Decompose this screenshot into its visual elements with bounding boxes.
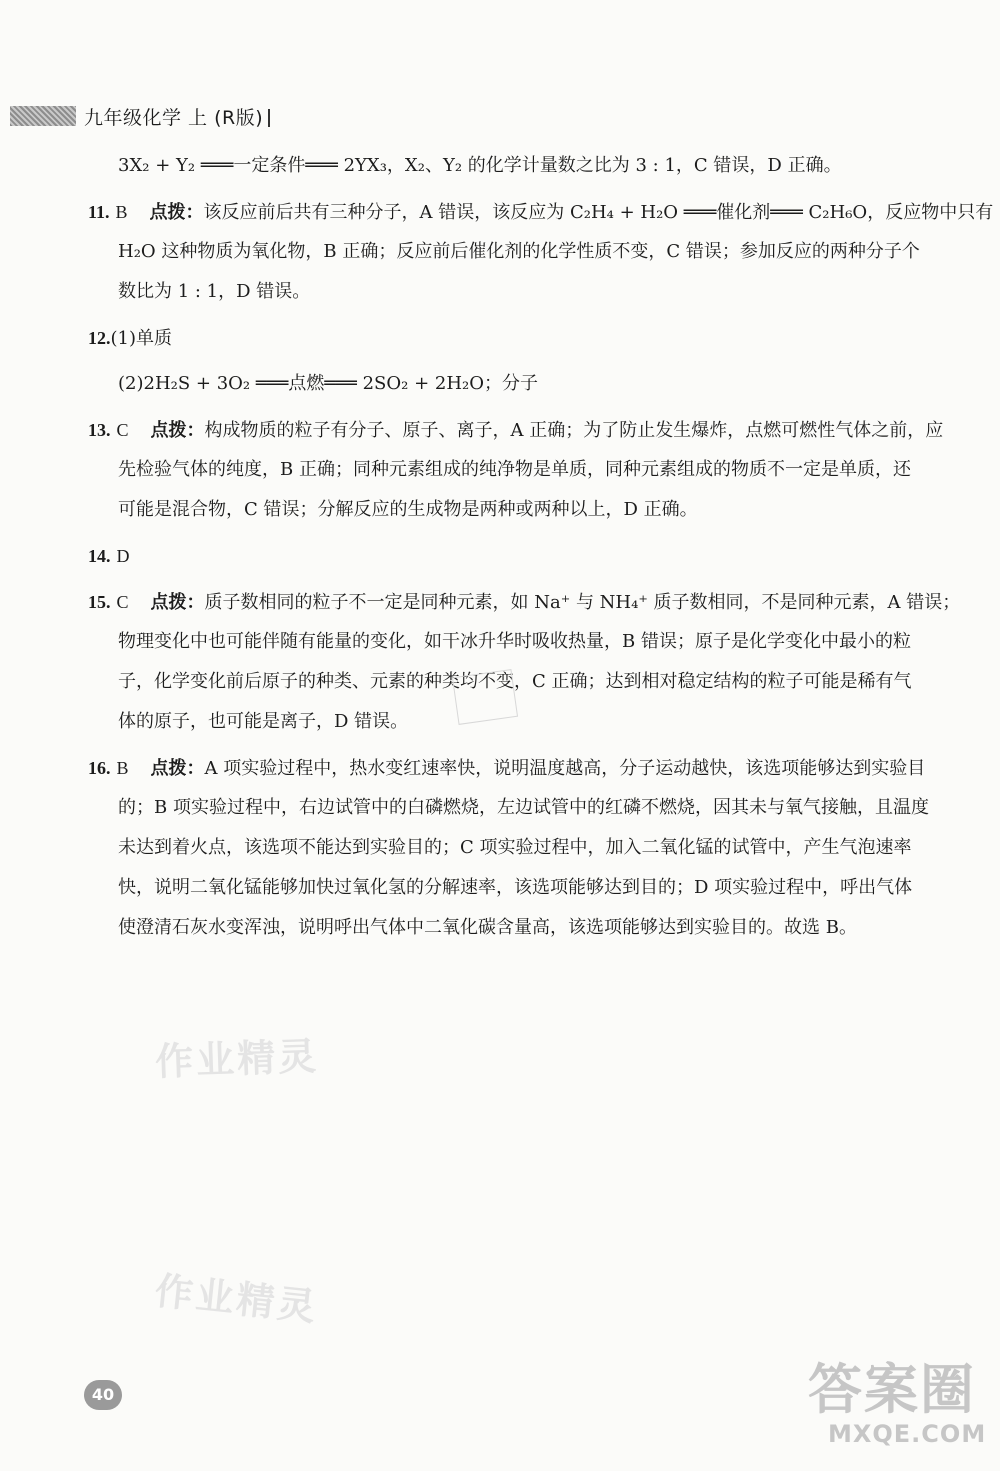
answer-line: 的；B 项实验过程中，右边试管中的白磷燃烧，左边试管中的红磷不燃烧，因其未与氧气接触，且温度 xyxy=(118,797,929,818)
answer-choice: B xyxy=(116,758,129,778)
answer-choice: D xyxy=(116,546,130,566)
answer-line: 体的原子，也可能是离子，D 错误。 xyxy=(118,711,409,732)
answer-line: 物理变化中也可能伴随有能量的变化，如干冰升华时吸收热量，B 错误；原子是化学变化中最小的粒 xyxy=(118,631,911,652)
explanation-text: 该反应前后共有三种分子，A 错误，该反应为 C₂H₄ + H₂O ═══催化剂═══ C₂H₆O，反应物中只有 xyxy=(203,202,994,223)
answer-item-15 xyxy=(88,582,961,622)
site-logo xyxy=(808,1360,988,1460)
answer-content xyxy=(88,146,994,948)
answer-item-11 xyxy=(88,192,994,232)
header-decoration-bar xyxy=(10,106,76,126)
answer-line: H₂O 这种物质为氧化物，B 正确；反应前后催化剂的化学性质不变，C 错误；参加反应的两种分子个 xyxy=(118,241,920,262)
explanation-text: (1)单质 xyxy=(110,328,172,349)
answer-choice: C xyxy=(116,592,129,612)
question-number: 14. xyxy=(88,546,111,566)
header-title: 九年级化学 上 (R版) xyxy=(84,103,270,130)
explanation-text: 构成物质的粒子有分子、原子、离子，A 正确；为了防止发生爆炸，点燃可燃性气体之前，应 xyxy=(204,420,944,441)
answer-item-13 xyxy=(88,410,944,450)
page-number-badge: 40 xyxy=(84,1380,122,1410)
page-header xyxy=(10,104,270,128)
answer-line: 使澄清石灰水变浑浊，说明呼出气体中二氧化碳含量高，该选项能够达到实验目的。故选 B。 xyxy=(118,917,857,938)
site-logo-main: 答案圈 xyxy=(808,1358,976,1421)
tip-label: 点拨： xyxy=(150,420,205,441)
question-number: 13. xyxy=(88,420,111,440)
tip-label: 点拨： xyxy=(150,592,205,613)
answer-item-14 xyxy=(88,536,938,576)
watermark-stamp xyxy=(452,669,518,725)
answer-line: 3X₂ + Y₂ ═══一定条件═══ 2YX₃，X₂、Y₂ 的化学计量数之比为 3 : 1，C 错误，D 正确。 xyxy=(118,155,842,176)
explanation-text: 质子数相同的粒子不一定是同种元素，如 Na⁺ 与 NH₄⁺ 质子数相同，不是同种元素，A 错误； xyxy=(204,592,961,613)
answer-item-12 xyxy=(88,318,938,358)
explanation-text: A 项实验过程中，热水变红速率快，说明温度越高，分子运动越快，该选项能够达到实验目 xyxy=(204,758,926,779)
answer-choice: C xyxy=(116,420,129,440)
answer-line: 数比为 1 : 1，D 错误。 xyxy=(118,281,311,302)
question-number: 16. xyxy=(88,758,111,778)
tip-label: 点拨： xyxy=(149,202,204,223)
answer-line: 先检验气体的纯度，B 正确；同种元素组成的纯净物是单质，同种元素组成的物质不一定是单质，还 xyxy=(118,459,911,480)
question-number: 15. xyxy=(88,592,111,612)
tip-label: 点拨： xyxy=(150,758,205,779)
question-number: 11. xyxy=(88,202,110,222)
answer-line: 子，化学变化前后原子的种类、元素的种类均不变，C 正确；达到相对稳定结构的粒子可能是稀有气 xyxy=(118,671,912,692)
question-number: 12. xyxy=(88,328,111,348)
answer-line: 快，说明二氧化锰能够加快过氧化氢的分解速率，该选项能够达到目的；D 项实验过程中，呼出气体 xyxy=(118,877,913,898)
answer-line: 可能是混合物，C 错误；分解反应的生成物是两种或两种以上，D 正确。 xyxy=(118,499,698,520)
answer-item-16 xyxy=(88,748,938,788)
site-logo-url: MXQE.COM xyxy=(828,1420,987,1448)
answer-line: (2)2H₂S + 3O₂ ═══点燃═══ 2SO₂ + 2H₂O；分子 xyxy=(118,373,539,394)
watermark: 作业精灵 xyxy=(152,1268,321,1330)
answer-choice: B xyxy=(115,202,128,222)
watermark: 作业精灵 xyxy=(154,1034,320,1084)
answer-line: 未达到着火点，该选项不能达到实验目的；C 项实验过程中，加入二氧化锰的试管中，产生气泡速率 xyxy=(118,837,912,858)
